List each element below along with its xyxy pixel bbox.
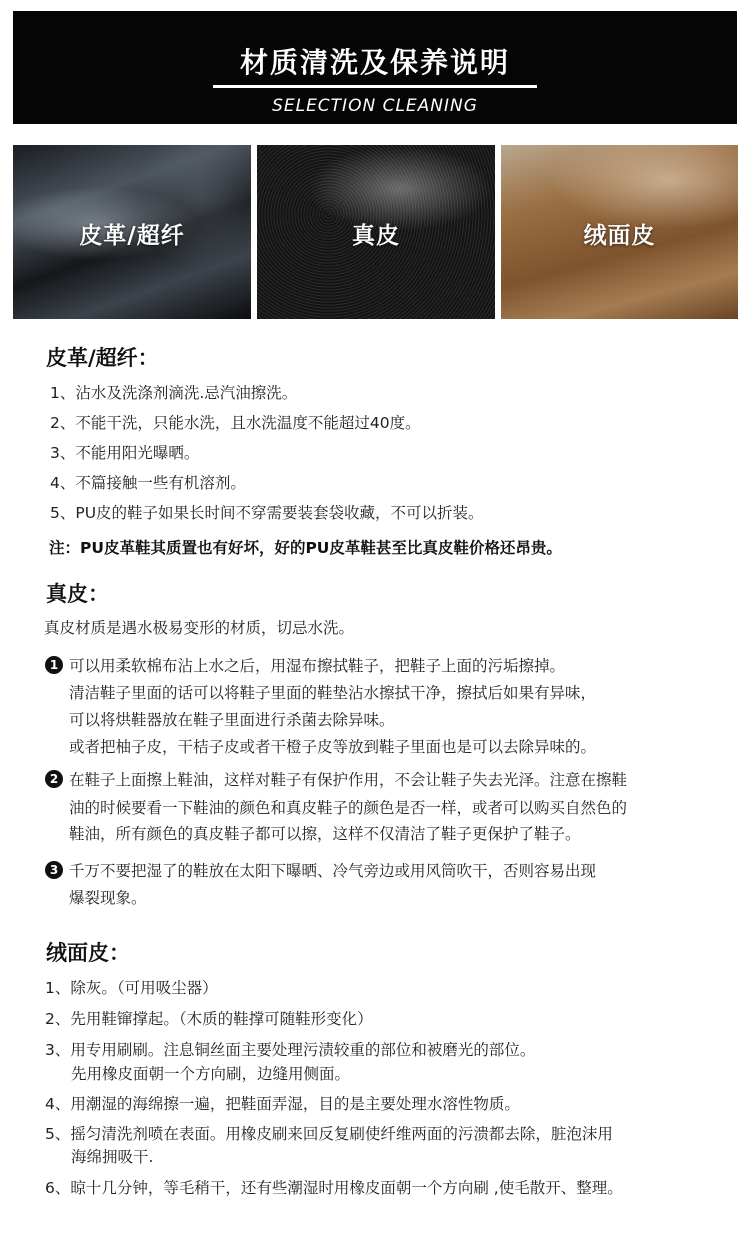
leather-item: 5、PU皮的鞋子如果长时间不穿需要装套袋收藏，不可以折装。 <box>50 504 484 522</box>
section-title-suede: 绒面皮： <box>46 941 130 965</box>
material-image-suede <box>501 145 738 319</box>
suede-item-continued: 先用橡皮面朝一个方向刷，边缝用侧面。 <box>71 1065 351 1083</box>
bullet-number-1: 1 <box>45 656 63 674</box>
page-subtitle: SELECTION CLEANING <box>272 96 478 116</box>
leather-item: 2、不能干洗，只能水洗，且水洗温度不能超过40度。 <box>50 414 421 432</box>
leather-note: 注：PU皮革鞋其质置也有好坏，好的PU皮革鞋甚至比真皮鞋价格还昂贵。 <box>49 539 562 557</box>
suede-item: 2、先用鞋镩撑起。（木质的鞋撑可随鞋形变化） <box>45 1010 373 1028</box>
suede-item: 1、除灰。（可用吸尘器） <box>45 979 218 997</box>
title-divider <box>213 85 537 88</box>
bullet-number-3: 3 <box>45 861 63 879</box>
genuine-point-2-line: 油的时候要看一下鞋油的颜色和真皮鞋子的颜色是否一样，或者可以购买自然色的 <box>69 799 628 817</box>
genuine-intro: 真皮材质是遇水极易变形的材质，切忌水洗。 <box>44 619 355 637</box>
section-title-genuine-leather: 真皮： <box>46 582 109 606</box>
material-image-genuine-leather <box>257 145 495 319</box>
suede-item: 4、用潮湿的海绵擦一遍，把鞋面弄湿，目的是主要处理水溶性物质。 <box>45 1095 520 1113</box>
leather-item: 1、沾水及洗涤剂滴洗.忌汽油擦洗。 <box>50 384 298 402</box>
suede-item: 6、晾十几分钟，等毛稍干，还有些潮湿时用橡皮面朝一个方向刷 ,使毛散开、整理。 <box>45 1179 623 1197</box>
genuine-point-2-line: 在鞋子上面擦上鞋油，这样对鞋子有保护作用，不会让鞋子失去光泽。注意在擦鞋 <box>69 771 628 789</box>
genuine-point-3-line: 千万不要把湿了的鞋放在太阳下曝晒、冷气旁边或用风筒吹干，否则容易出现 <box>69 862 597 880</box>
header-banner <box>13 11 737 124</box>
suede-item: 3、用专用刷刷。注息铜丝面主要处理污渍较重的部位和被磨光的部位。 <box>45 1041 536 1059</box>
genuine-point-1-line: 清洁鞋子里面的话可以将鞋子里面的鞋垫沾水擦拭干净，擦拭后如果有异味， <box>69 684 597 702</box>
page-title: 材质清洗及保养说明 <box>239 46 510 79</box>
suede-item: 5、摇匀清洗剂喷在表面。用橡皮刷来回反复刷使纤维两面的污溃都去除，脏泡沫用 <box>45 1125 613 1143</box>
genuine-point-1-line: 可以用柔软棉布沾上水之后，用湿布擦拭鞋子，把鞋子上面的污垢擦掉。 <box>69 657 566 675</box>
material-label-suede: 绒面皮 <box>583 223 656 249</box>
bullet-number-2: 2 <box>45 770 63 788</box>
leather-item: 4、不篇接触一些有机溶剂。 <box>50 474 246 492</box>
material-label-leather: 皮革/超纤 <box>79 223 185 249</box>
genuine-point-1-line: 可以将烘鞋器放在鞋子里面进行杀菌去除异味。 <box>69 711 395 729</box>
material-image-leather <box>13 145 251 319</box>
suede-item-continued: 海绵拥吸干. <box>71 1148 154 1166</box>
genuine-point-1-line: 或者把柚子皮，干桔子皮或者干橙子皮等放到鞋子里面也是可以去除异味的。 <box>69 738 597 756</box>
section-title-leather: 皮革/超纤： <box>46 346 159 370</box>
genuine-point-3-line: 爆裂现象。 <box>69 889 147 907</box>
material-label-genuine-leather: 真皮 <box>352 223 400 249</box>
leather-item: 3、不能用阳光曝晒。 <box>50 444 200 462</box>
genuine-point-2-line: 鞋油，所有颜色的真皮鞋子都可以擦，这样不仅清洁了鞋子更保护了鞋子。 <box>69 825 581 843</box>
